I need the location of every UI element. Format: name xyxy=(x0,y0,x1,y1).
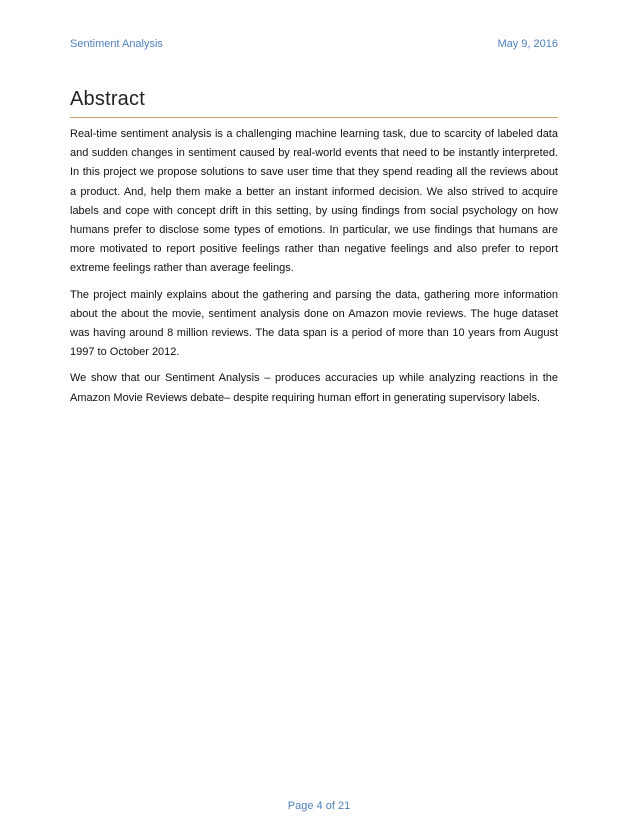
heading-underline xyxy=(70,117,558,118)
header-title: Sentiment Analysis xyxy=(70,38,163,50)
page-number: Page 4 of 21 xyxy=(287,800,351,812)
abstract-body xyxy=(70,125,558,415)
paragraph-3: We show that our Sentiment Analysis – produces accuracies up while analyzing reactions in the Amazon Movie Reviews debate– despite requiring human effort in generating supervisory labels. xyxy=(70,372,558,404)
section-heading: Abstract xyxy=(70,88,145,110)
paragraph-1: Real-time sentiment analysis is a challenging machine learning task, due to scarcity of labeled data and sudden changes in sentiment caused by real-world events that need to be instantly interpreted. In this project we propose solutions to save user time that they spend reading all the reviews about a product. And, help them make a better an instant informed decision. We also strived to acquire labels and cope with concept drift in this setting, by using findings from social psychology on how humans prefer to disclose some types of emotions. In particular, we use findings that humans are more motivated to report positive feelings rather than negative feelings and also prefer to report extreme feelings rather than average feelings. xyxy=(70,128,558,275)
page-header xyxy=(70,38,558,54)
paragraph-2: The project mainly explains about the gathering and parsing the data, gathering more information about the about the movie, sentiment analysis done on Amazon movie reviews. The huge dataset was having around 8 million reviews. The data span is a period of more than 10 years from August 1997 to October 2012. xyxy=(70,288,558,359)
header-date: May 9, 2016 xyxy=(497,38,558,50)
